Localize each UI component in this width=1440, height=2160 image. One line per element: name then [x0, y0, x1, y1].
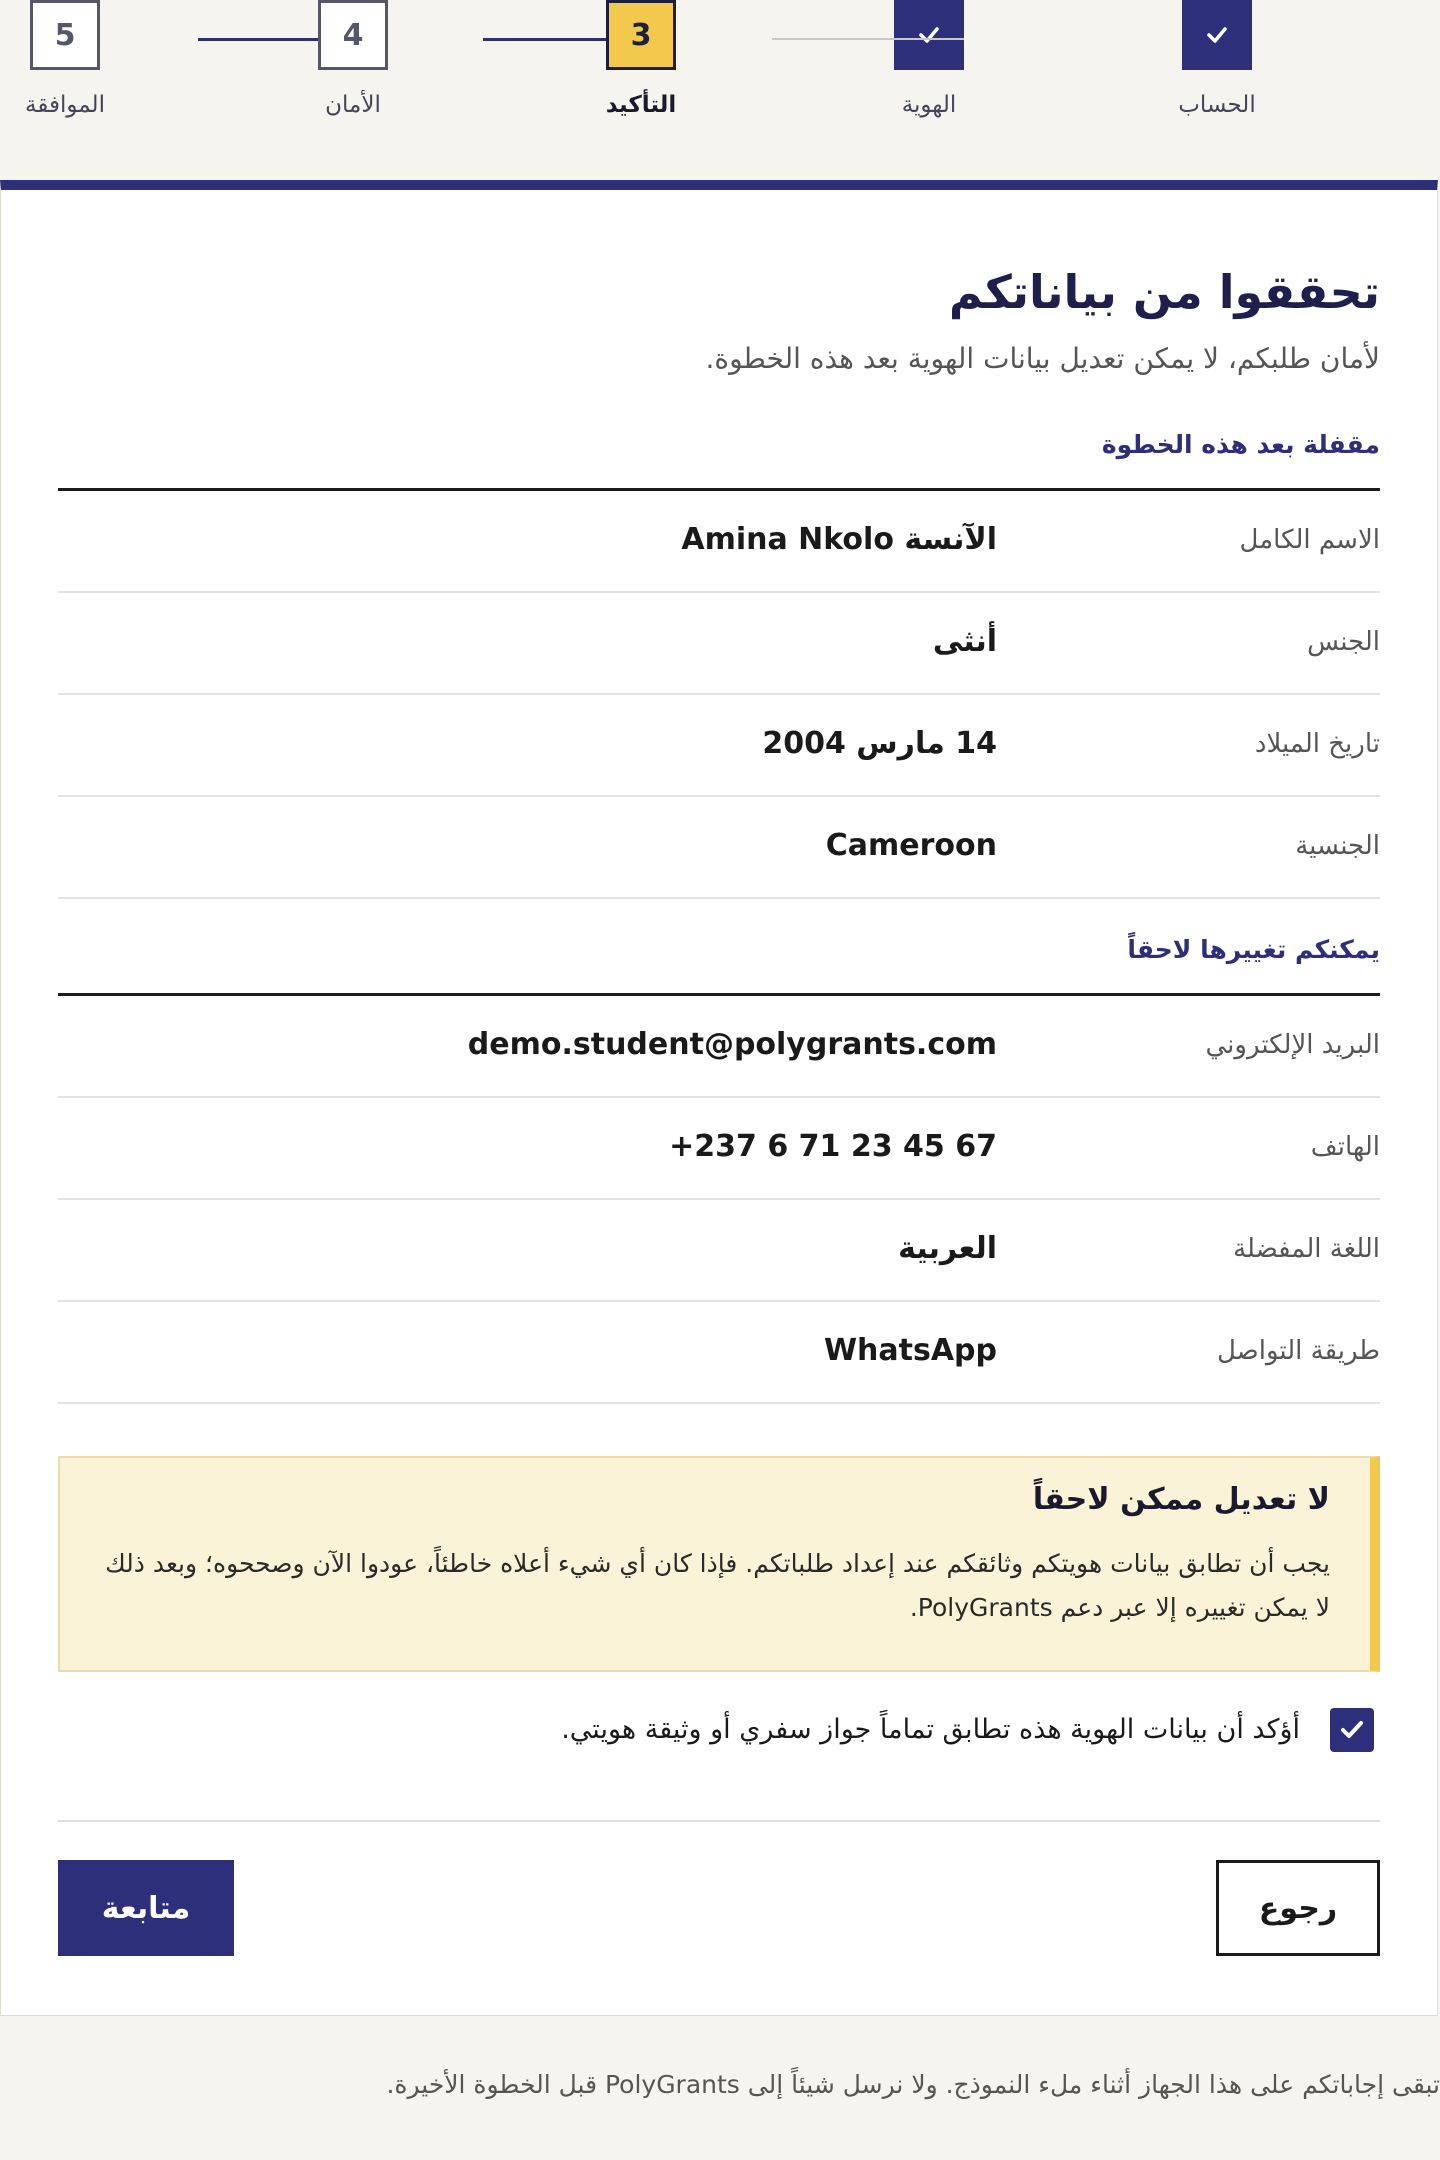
- step-label: الأمان: [325, 92, 381, 118]
- warning-text: يجب أن تطابق بيانات هويتكم وثائقكم عند إعداد طلباتكم. فإذا كان أي شيء أعلاه خاطئاً، عودوا الآن وصححوه؛ وبعد ذلك لا يمكن تغييره إلا عبر دعم PolyGrants.: [105, 1549, 1330, 1622]
- step-box: 4: [318, 0, 388, 70]
- step-box: [1182, 0, 1252, 70]
- editable-section-heading: يمكنكم تغييرها لاحقاً: [1127, 935, 1380, 964]
- detail-row-language: [58, 1200, 1380, 1302]
- step-connector: [772, 38, 964, 40]
- detail-label: البريد الإلكتروني: [1205, 1030, 1380, 1060]
- detail-label: الجنس: [1307, 627, 1380, 657]
- confirm-label[interactable]: أؤكد أن بيانات الهوية هذه تطابق تماماً جواز سفري أو وثيقة هويتي.: [561, 1714, 1300, 1745]
- checkbox-checked-icon: [1337, 1715, 1367, 1745]
- detail-value: أنثى: [932, 624, 997, 659]
- step-label: الحساب: [1178, 92, 1256, 118]
- step-confirmation: [541, 0, 741, 118]
- step-account: [1117, 0, 1317, 118]
- detail-row-full-name: [58, 491, 1380, 593]
- locked-section-heading: مقفلة بعد هذه الخطوة: [1101, 430, 1380, 459]
- detail-label: الهاتف: [1310, 1132, 1380, 1162]
- detail-label: تاريخ الميلاد: [1254, 729, 1380, 759]
- back-button[interactable]: رجوع: [1216, 1860, 1380, 1956]
- step-label: الهوية: [901, 92, 957, 118]
- confirm-checkbox[interactable]: [1330, 1708, 1374, 1752]
- detail-value: العربية: [898, 1231, 997, 1266]
- check-icon: [916, 22, 942, 48]
- detail-label: طريقة التواصل: [1216, 1336, 1380, 1366]
- detail-value: Cameroon: [825, 828, 997, 863]
- continue-button[interactable]: متابعة: [58, 1860, 234, 1956]
- detail-row-birth-date: [58, 695, 1380, 797]
- review-card: [0, 180, 1438, 2016]
- detail-value: demo.student@polygrants.com: [467, 1027, 997, 1062]
- step-consent: [0, 0, 165, 118]
- page-title: تحققوا من بياناتكم: [948, 265, 1380, 319]
- detail-row-email: [58, 996, 1380, 1098]
- progress-stepper: [0, 0, 1440, 180]
- page-subtitle: لأمان طلبكم، لا يمكن تعديل بيانات الهوية بعد هذه الخطوة.: [705, 342, 1380, 375]
- detail-value: 14 مارس 2004: [762, 726, 997, 761]
- detail-label: اللغة المفضلة: [1233, 1234, 1380, 1264]
- warning-title: لا تعديل ممكن لاحقاً: [1032, 1482, 1330, 1517]
- step-box: 5: [30, 0, 100, 70]
- detail-row-contact-method: [58, 1302, 1380, 1404]
- step-label: الموافقة: [25, 92, 105, 118]
- footer-note: تبقى إجاباتكم على هذا الجهاز أثناء ملء النموذج. ولا نرسل شيئاً إلى PolyGrants قبل الخطوة الأخيرة.: [386, 2070, 1440, 2099]
- editable-details-list: [58, 996, 1380, 1404]
- detail-label: الاسم الكامل: [1239, 525, 1380, 555]
- divider: [58, 1820, 1380, 1822]
- locked-details-list: [58, 491, 1380, 899]
- detail-value: +237 6 71 23 45 67: [669, 1129, 997, 1164]
- detail-row-phone: [58, 1098, 1380, 1200]
- detail-value: الآنسة Amina Nkolo: [681, 522, 997, 557]
- identity-confirmation[interactable]: [58, 1700, 1380, 1760]
- detail-value: WhatsApp: [823, 1333, 997, 1368]
- warning-callout: [58, 1456, 1380, 1672]
- check-icon: [1204, 22, 1230, 48]
- step-label: التأكيد: [605, 92, 677, 118]
- detail-row-nationality: [58, 797, 1380, 899]
- step-box: 3: [606, 0, 676, 70]
- step-box: [894, 0, 964, 70]
- step-identity: [829, 0, 1029, 118]
- detail-row-gender: [58, 593, 1380, 695]
- detail-label: الجنسية: [1295, 831, 1380, 861]
- step-security: [253, 0, 453, 118]
